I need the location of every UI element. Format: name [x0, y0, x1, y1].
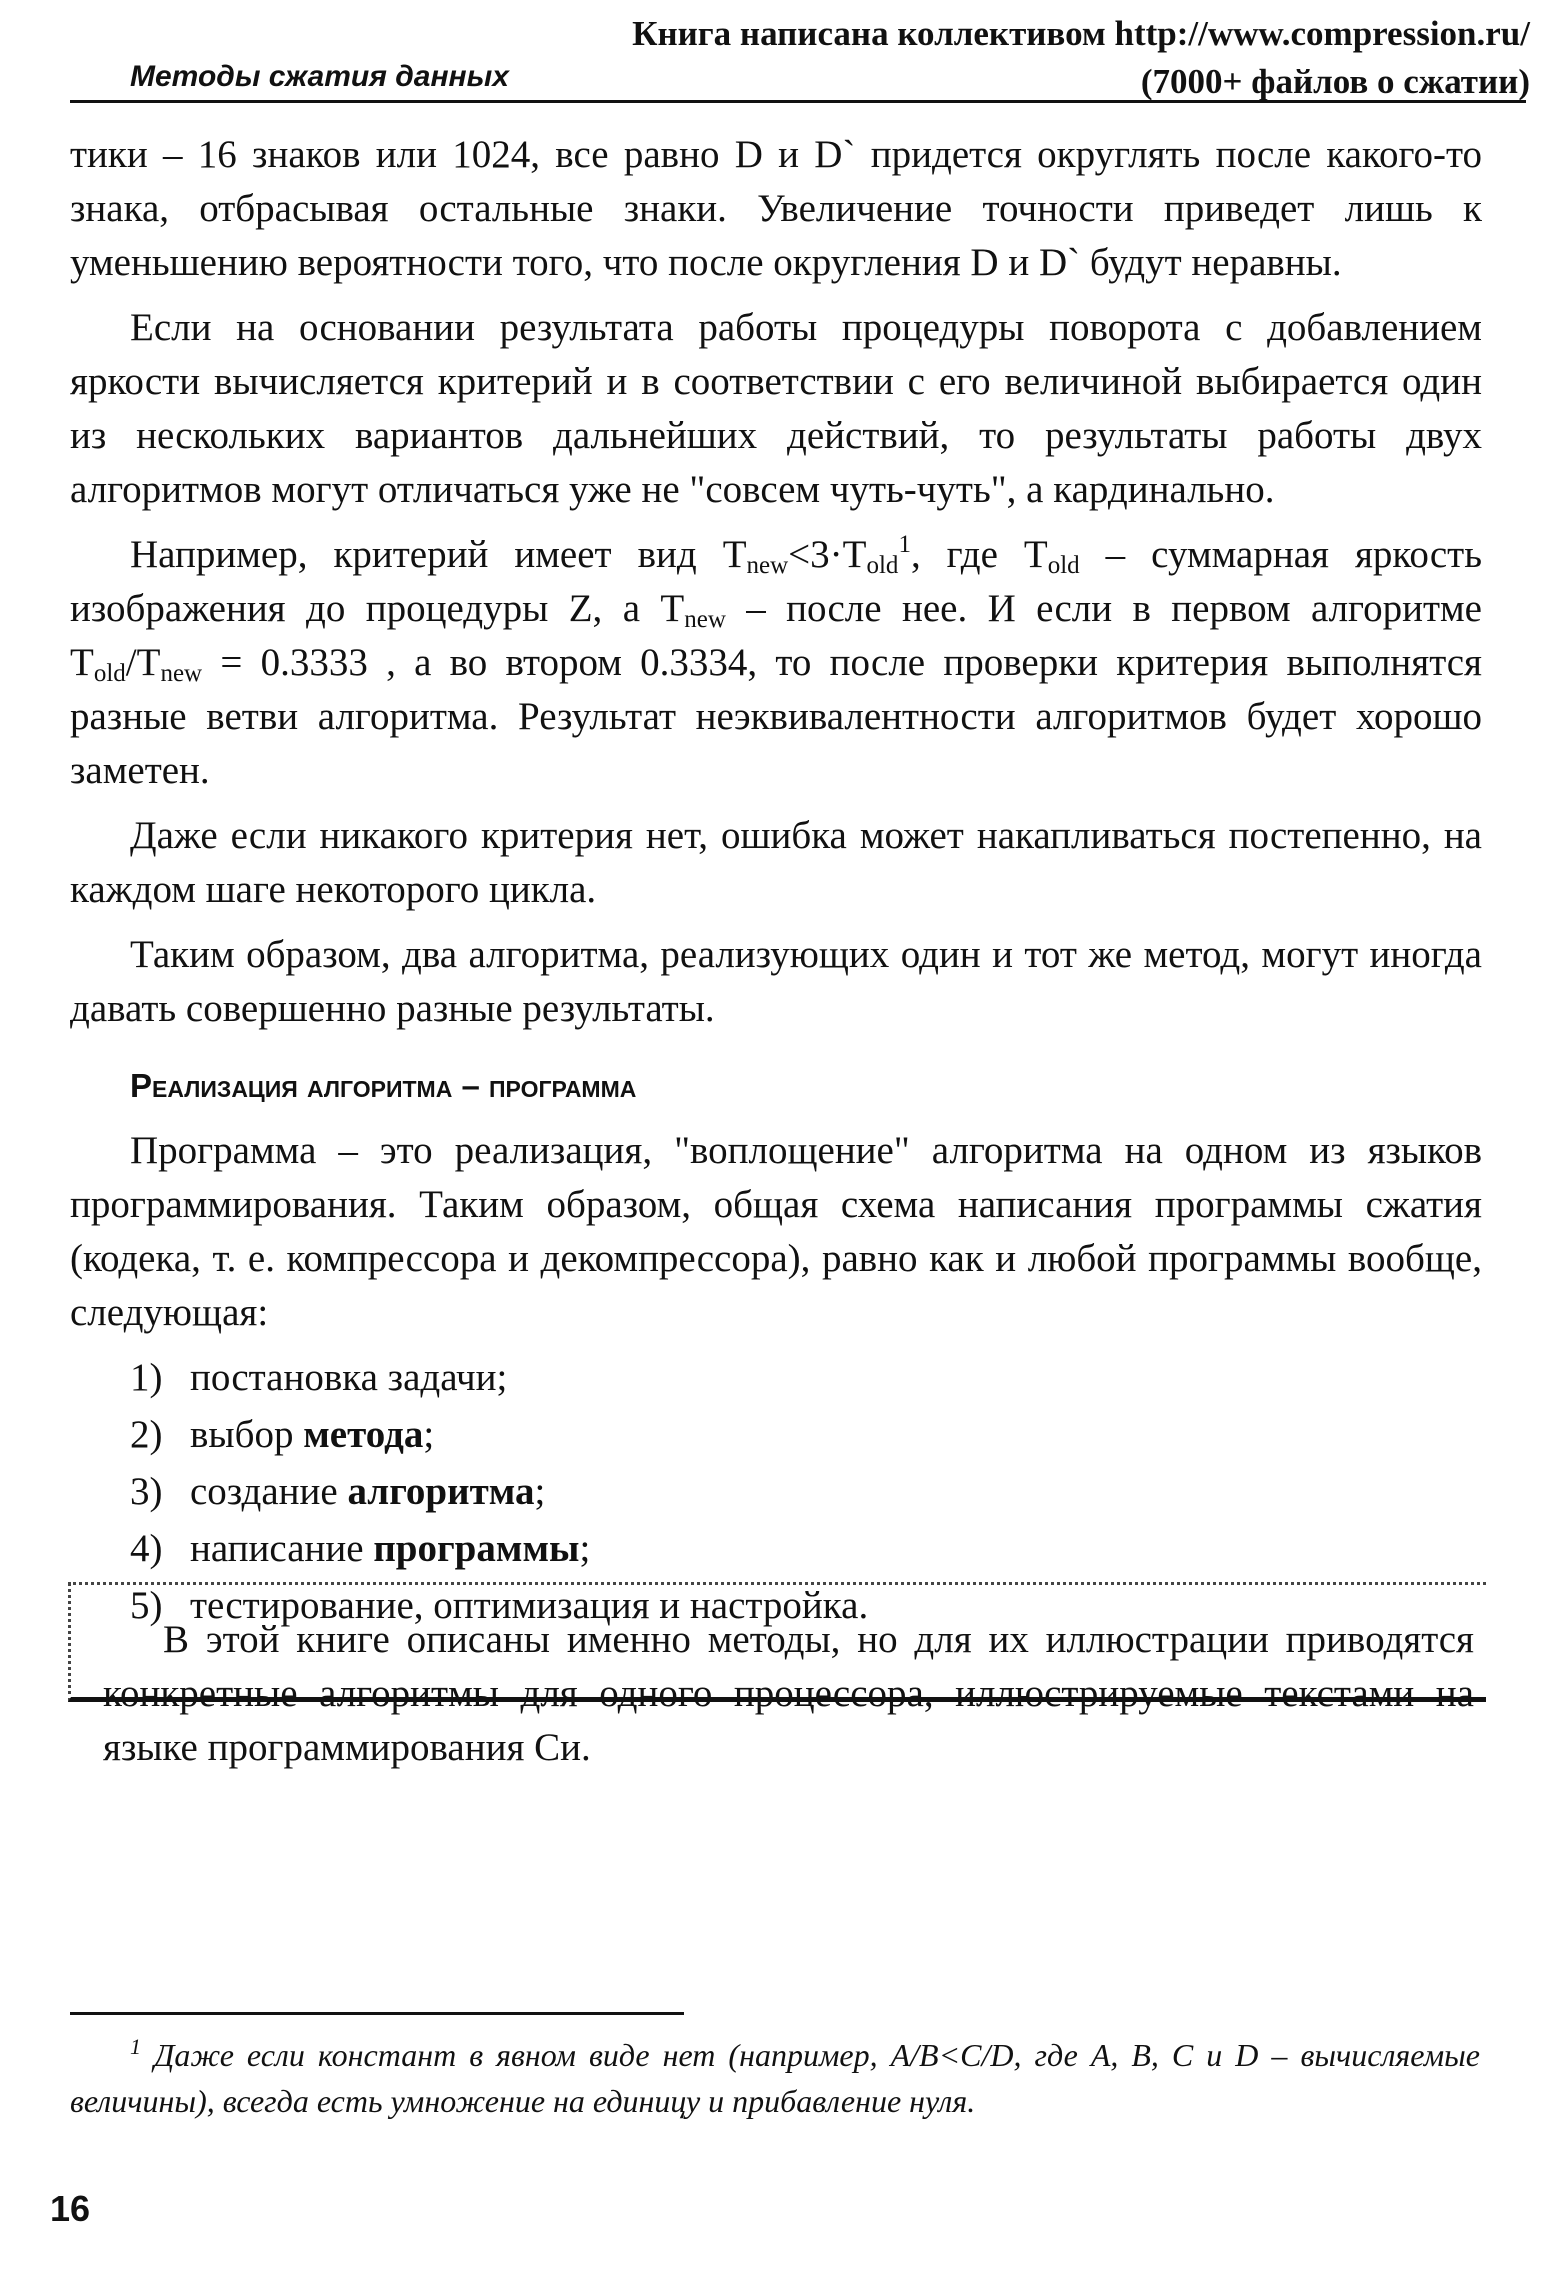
footnote-mark: 1	[130, 2034, 141, 2059]
page-body	[70, 128, 1482, 1636]
running-header-title: Методы сжатия данных	[130, 60, 509, 93]
page-number: 16	[50, 2188, 91, 2229]
paragraph-5: Таким образом, два алгоритма, реализующих один и тот же метод, могут иногда давать совершенно разные результаты.	[70, 933, 1482, 1030]
note-text: В этой книге описаны именно методы, но для их иллюстрации приводятся конкретные алгоритмы для одного процессора, иллюстрируемые текстами на языке программирования Си.	[103, 1618, 1474, 1769]
paragraph-2: Если на основании результата работы процедуры поворота с добавлением яркости вычисляется критерий и в соответствии с его величиной выбирается один из нескольких вариантов дальнейших действий, то результаты работы двух алгоритмов могут отличаться уже не "совсем чуть-чуть", а кардинально.	[70, 306, 1482, 511]
footnote-rule	[70, 2012, 684, 2015]
paragraph-3: Например, критерий имеет вид $T_{new}<3\cdot T_{old}^1$, где $T_{old}$ – суммарная яркость изображения до процедуры Z, а $T_{new}$ – после нее. И если в первом алгоритме $T_{old}/T_{new} = 0.3333$ , а во втором 0.3334, то после проверки критерия выполнятся разные ветви алгоритма. Результат неэквивалентности алгоритмов будет хорошо заметен.	[70, 531, 1482, 792]
paragraph-4: Даже если никакого критерия нет, ошибка может накапливаться постепенно, на каждом шаге некоторого цикла.	[70, 814, 1482, 911]
section-intro: Программа – это реализация, "воплощение" алгоритма на одном из языков программирования. Таким образом, общая схема написания программы сжатия (кодека, т. е. компрессора и декомпрессора), равно как и любой программы вообще, следующая:	[70, 1129, 1482, 1334]
paragraph-1: тики – 16 знаков или 1024, все равно D и D` придется округлять после какого-то знака, отбрасывая остальные знаки. Увеличение точности приведет лишь к уменьшению вероятности того, что после округления D и D` будут неравны.	[70, 133, 1482, 284]
footnote-text: Даже если констант в явном виде нет (например, A/B<C/D, где A, B, C и D – вычисляемые величины), всегда есть умножение на единицу и прибавление нуля.	[70, 2037, 1480, 2119]
list-item: 1) постановка задачи;	[130, 1356, 508, 1399]
header-site-line-2: (7000+ файлов о сжатии)	[1140, 62, 1530, 101]
list-item: 5) тестирование, оптимизация и настройка.	[130, 1584, 869, 1627]
header-site-credit	[632, 10, 1530, 106]
list-item: 4) написание программы;	[130, 1527, 591, 1570]
header-site-line-1: Книга написана коллективом http://www.compression.ru/	[632, 14, 1530, 53]
footnote	[70, 2032, 1480, 2124]
header-rule	[70, 100, 1526, 103]
note-box	[68, 1582, 1486, 1769]
section-heading: Реализация алгоритма – программа	[130, 1067, 637, 1104]
footnote-reference: 1	[898, 531, 911, 558]
list-item: 3) создание алгоритма;	[130, 1470, 546, 1513]
list-item: 2) выбор метода;	[130, 1413, 435, 1456]
